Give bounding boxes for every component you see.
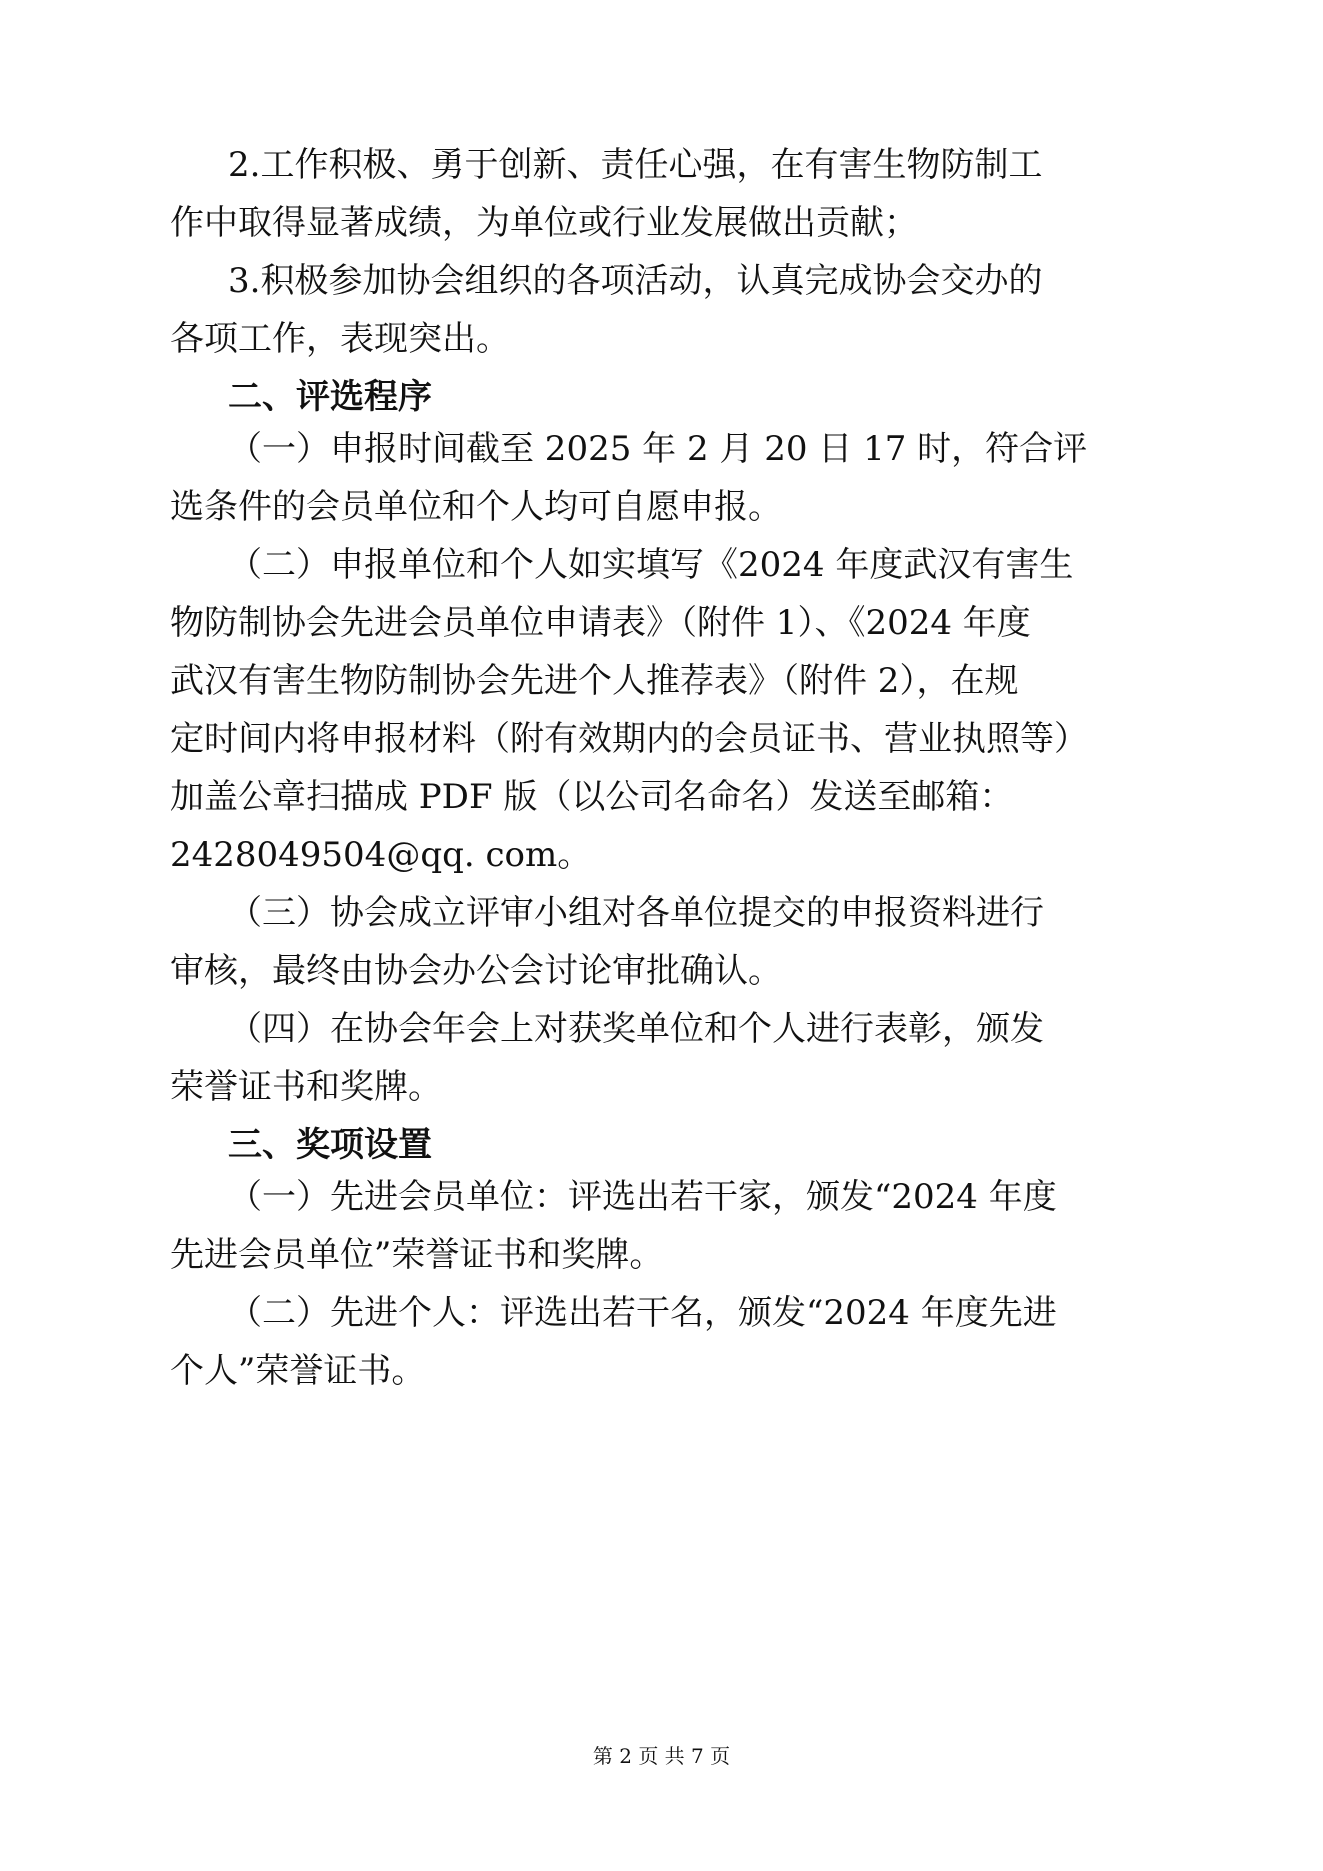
- criteria-item-3-line-2: 各项工作，表现突出。: [170, 319, 510, 359]
- award-2-line-2: 个人”荣誉证书。: [170, 1351, 426, 1391]
- procedure-2-line-2: 物防制协会先进会员单位申请表》（附件 1）、《2024 年度: [170, 603, 1031, 643]
- page-number-footer: 第 2 页 共 7 页: [592, 1744, 731, 1768]
- award-1-line-1: （一）先进会员单位：评选出若干家，颁发“2024 年度: [228, 1177, 1057, 1217]
- procedure-3-line-1: （三）协会成立评审小组对各单位提交的申报资料进行: [228, 893, 1044, 933]
- criteria-item-3-line-1: 3.积极参加协会组织的各项活动，认真完成协会交办的: [228, 261, 1043, 301]
- procedure-2-line-4: 定时间内将申报材料（附有效期内的会员证书、营业执照等）: [170, 719, 1088, 759]
- procedure-3-line-2: 审核，最终由协会办公会讨论审批确认。: [170, 951, 782, 991]
- section-heading-award-settings: 三、奖项设置: [228, 1125, 432, 1165]
- award-2-line-1: （二）先进个人：评选出若干名，颁发“2024 年度先进: [228, 1293, 1057, 1333]
- procedure-2-email-line: 2428049504@qq. com。: [170, 835, 592, 875]
- procedure-1-line-2: 选条件的会员单位和个人均可自愿申报。: [170, 487, 782, 527]
- procedure-1-line-1: （一）申报时间截至 2025 年 2 月 20 日 17 时，符合评: [228, 429, 1088, 469]
- criteria-item-2-line-1: 2.工作积极、勇于创新、责任心强，在有害生物防制工: [228, 145, 1043, 185]
- procedure-2-line-3: 武汉有害生物防制协会先进个人推荐表》（附件 2），在规: [170, 661, 1019, 701]
- procedure-4-line-2: 荣誉证书和奖牌。: [170, 1067, 442, 1107]
- procedure-2-line-1: （二）申报单位和个人如实填写《2024 年度武汉有害生: [228, 545, 1074, 585]
- award-1-line-2: 先进会员单位”荣誉证书和奖牌。: [170, 1235, 664, 1275]
- procedure-4-line-1: （四）在协会年会上对获奖单位和个人进行表彰，颁发: [228, 1009, 1044, 1049]
- procedure-2-line-5: 加盖公章扫描成 PDF 版（以公司名命名）发送至邮箱：: [170, 777, 1014, 817]
- section-heading-selection-procedure: 二、评选程序: [228, 377, 432, 417]
- criteria-item-2-line-2: 作中取得显著成绩，为单位或行业发展做出贡献；: [170, 203, 918, 243]
